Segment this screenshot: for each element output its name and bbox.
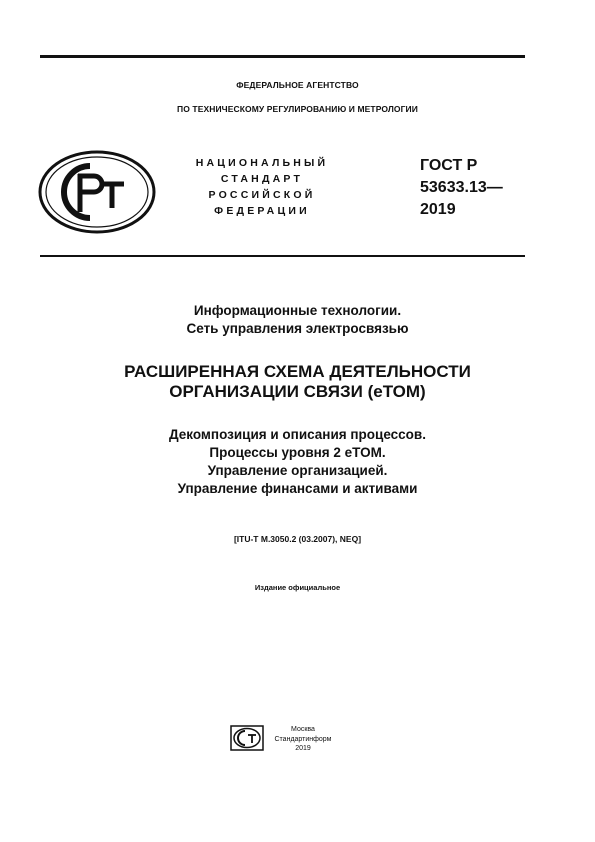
- publisher-line: Москва: [291, 726, 315, 733]
- rst-certification-mark-icon: [38, 150, 156, 234]
- title-line: ОРГАНИЗАЦИИ СВЯЗИ (еТОМ): [169, 382, 426, 401]
- agency-name: ФЕДЕРАЛЬНОЕ АГЕНТСТВО: [236, 80, 359, 90]
- agency-subtitle: ПО ТЕХНИЧЕСКОМУ РЕГУЛИРОВАНИЮ И МЕТРОЛОГИИ: [177, 104, 418, 114]
- edition-note: Издание официальное: [254, 583, 341, 592]
- standard-type: [188, 155, 336, 219]
- publisher-line: 2019: [295, 745, 311, 752]
- description-line: Декомпозиция и описания процессов.: [169, 427, 426, 442]
- subtitle-line: Информационные технологии.: [193, 303, 402, 318]
- top-rule: [40, 55, 525, 58]
- standartinform-logo-icon: [230, 725, 264, 751]
- designation-line: 53633.13—: [420, 179, 503, 196]
- description-line: Управление организацией.: [207, 463, 388, 478]
- description-line: Управление финансами и активами: [177, 481, 418, 496]
- title-line: РАСШИРЕННАЯ СХЕМА ДЕЯТЕЛЬНОСТИ: [124, 362, 471, 381]
- standard-designation: [420, 155, 503, 221]
- document-title: [0, 362, 595, 402]
- standard-type-line: РОССИЙСКОЙ: [208, 189, 316, 201]
- document-subtitle: [0, 302, 595, 338]
- middle-rule: [40, 255, 525, 257]
- standard-type-line: ФЕДЕРАЦИИ: [214, 205, 310, 217]
- itu-reference: [ITU-T M.3050.2 (03.2007), NEQ]: [233, 534, 362, 544]
- publisher-line: Стандартинформ: [274, 735, 332, 743]
- document-description: [0, 426, 595, 498]
- designation-line: ГОСТ Р: [420, 157, 478, 174]
- standard-type-line: НАЦИОНАЛЬНЫЙ: [195, 157, 329, 169]
- designation-line: 2019: [420, 201, 456, 218]
- publisher-info: [268, 725, 338, 754]
- standard-type-line: СТАНДАРТ: [220, 173, 304, 185]
- subtitle-line: Сеть управления электросвязью: [186, 321, 409, 336]
- description-line: Процессы уровня 2 еТОМ.: [209, 445, 386, 460]
